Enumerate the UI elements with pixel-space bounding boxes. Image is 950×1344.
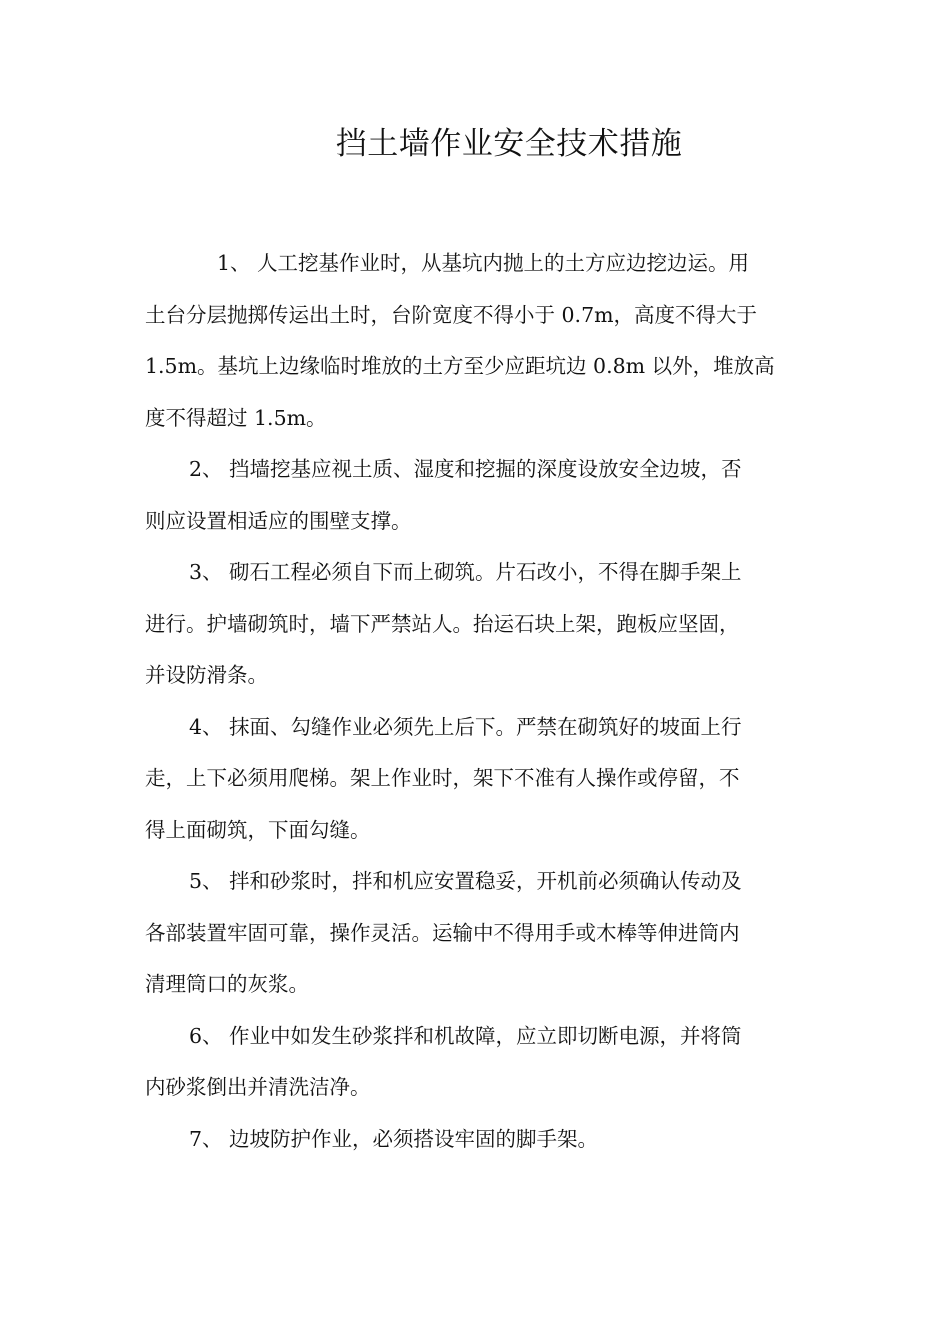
paragraph-3-line-3: 并设防滑条。 bbox=[145, 663, 268, 687]
paragraph-3-line-1: 3、 砌石工程必须自下而上砌筑。片石改小，不得在脚手架上 bbox=[189, 560, 742, 584]
paragraph-2-line-2: 则应设置相适应的围壁支撑。 bbox=[145, 508, 412, 533]
paragraph-7-line-1: 7、 边坡防护作业，必须搭设牢固的脚手架。 bbox=[189, 1126, 599, 1151]
paragraph-2-line-1: 2、 挡墙挖基应视土质、湿度和挖掘的深度设放安全边坡，否 bbox=[189, 457, 742, 481]
document-body bbox=[145, 238, 810, 1165]
paragraph-6-line-1: 6、 作业中如发生砂浆拌和机故障，应立即切断电源，并将筒 bbox=[189, 1023, 742, 1048]
document-title: 挡土墙作业安全技术措施 bbox=[335, 126, 683, 162]
paragraph-5-line-3: 清理筒口的灰浆。 bbox=[145, 972, 309, 996]
paragraph-5-line-2: 各部装置牢固可靠，操作灵活。运输中不得用手或木棒等伸进筒内 bbox=[145, 920, 740, 945]
paragraph-3-line-2: 进行。护墙砌筑时，墙下严禁站人。抬运石块上架，跑板应坚固， bbox=[145, 611, 740, 636]
paragraph-4-line-3: 得上面砌筑，下面勾缝。 bbox=[145, 817, 371, 842]
paragraph-1-line-4: 度不得超过 1.5m。 bbox=[145, 405, 327, 430]
paragraph-1-line-1: 1、 人工挖基作业时，从基坑内抛上的土方应边挖边运。用 bbox=[217, 251, 750, 275]
paragraph-5-line-1: 5、 拌和砂浆时，拌和机应安置稳妥，开机前必须确认传动及 bbox=[189, 869, 742, 893]
paragraph-1-line-2: 土台分层抛掷传运出土时，台阶宽度不得小于 0.7m，高度不得大于 bbox=[145, 302, 758, 327]
paragraph-1-line-3: 1.5m。基坑上边缘临时堆放的土方至少应距坑边 0.8m 以外，堆放高 bbox=[145, 354, 775, 378]
paragraph-6-line-2: 内砂浆倒出并清洗洁净。 bbox=[145, 1075, 371, 1099]
paragraph-4-line-2: 走，上下必须用爬梯。架上作业时，架下不准有人操作或停留，不 bbox=[145, 766, 740, 790]
paragraph-4-line-1: 4、 抹面、勾缝作业必须先上后下。严禁在砌筑好的坡面上行 bbox=[189, 714, 742, 739]
